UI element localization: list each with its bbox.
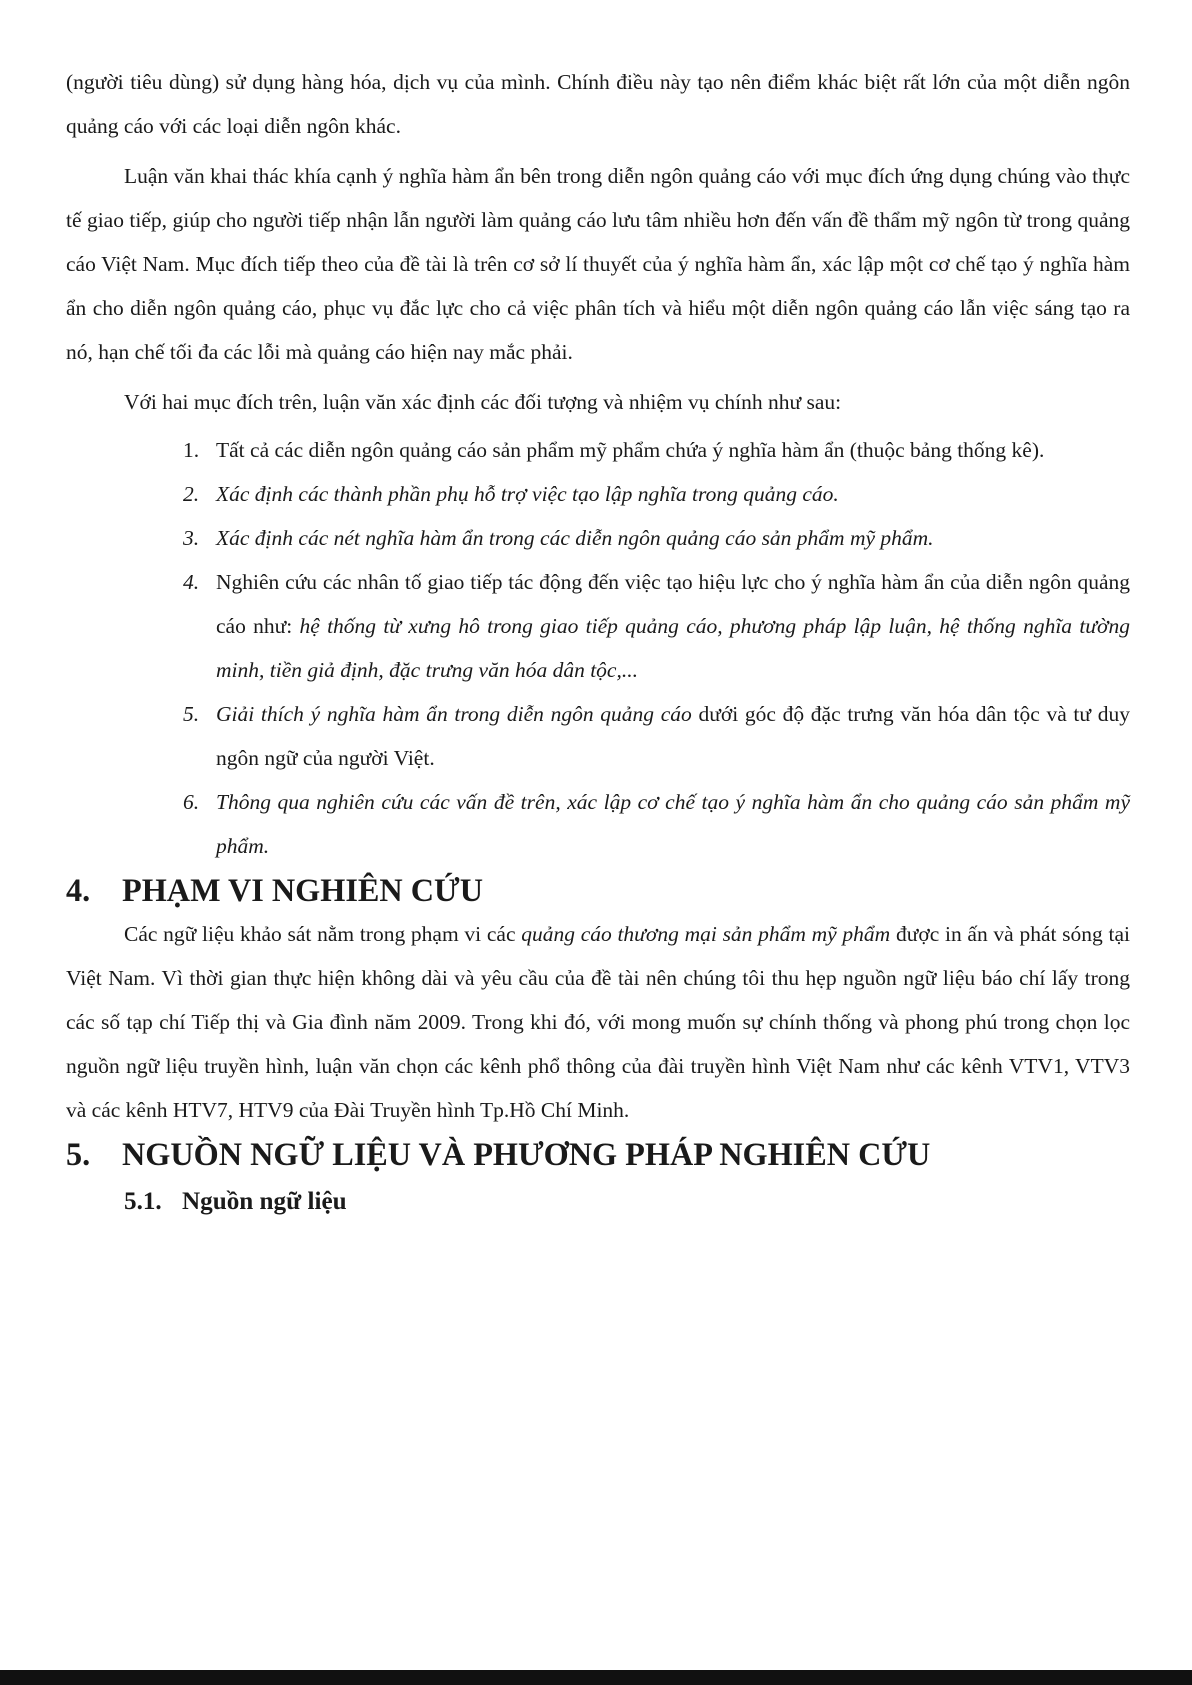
list-item-text-italic: Giải thích ý nghĩa hàm ẩn trong diễn ngôn quảng cáo (216, 702, 692, 726)
list-item (183, 560, 1130, 692)
list-item-number: 5. (183, 702, 200, 726)
list-item-number: 2. (183, 482, 200, 506)
section-4-number: 4. (66, 872, 91, 908)
intro-paragraph: (người tiêu dùng) sử dụng hàng hóa, dịch vụ của mình. Chính điều này tạo nên điểm khác biệt rất lớn của một diễn ngôn quảng cáo với các loại diễn ngôn khác. (66, 70, 1130, 138)
list-item (183, 780, 1130, 868)
list-item-text: Thông qua nghiên cứu các vấn đề trên, xác lập cơ chế tạo ý nghĩa hàm ẩn cho quảng cáo sản phẩm mỹ phẩm. (216, 790, 1130, 858)
section-5-1-title: Nguồn ngữ liệu (182, 1188, 347, 1215)
section-5-1-heading (124, 1180, 1130, 1224)
list-item-number: 1. (183, 438, 200, 462)
section-5-title: NGUỒN NGỮ LIỆU VÀ PHƯƠNG PHÁP NGHIÊN CỨU (122, 1136, 931, 1172)
list-item-text-plain: Nghiên cứu các nhân tố giao tiếp tác động đến việc tạo hiệu lực cho ý nghĩa hàm ẩn của diễn ngôn quảng cáo như: (216, 570, 1130, 638)
list-item (183, 516, 1130, 560)
section-5-number: 5. (66, 1136, 91, 1172)
list-item-text-italic: hệ thống từ xưng hô trong giao tiếp quảng cáo, phương pháp lập luận, hệ thống nghĩa tường minh, tiền giả định, đặc trưng văn hóa dân tộc,... (216, 614, 1130, 682)
section-4-text-after: được in ấn và phát sóng tại Việt Nam. Vì thời gian thực hiện không dài và yêu cầu của đề tài nên chúng tôi thu hẹp nguồn ngữ liệu báo chí lấy trong các số tạp chí Tiếp thị và Gia đình năm 2009. Trong khi đó, với mong muốn sự chính thống và phong phú trong chọn lọc nguồn ngữ liệu truyền hình, luận văn chọn các kênh phổ thông của đài truyền hình Việt Nam như các kênh VTV1, VTV3 và các kênh HTV7, HTV9 của Đài Truyền hình Tp.Hồ Chí Minh. (66, 922, 1131, 1122)
list-item-text-plain: dưới góc độ đặc trưng văn hóa dân tộc và tư duy ngôn ngữ của người Việt. (216, 702, 1130, 770)
list-item-text: Xác định các thành phần phụ hỗ trợ việc tạo lập nghĩa trong quảng cáo. (216, 482, 839, 506)
section-4-paragraph (66, 912, 1130, 1132)
section-4-title: PHẠM VI NGHIÊN CỨU (122, 872, 484, 908)
list-item-number: 4. (183, 570, 200, 594)
scan-bottom-edge (0, 1670, 1192, 1685)
section-5-heading (66, 1132, 1130, 1176)
document-page (66, 60, 1130, 1224)
list-item (183, 472, 1130, 516)
section-4-text-italic: quảng cáo thương mại sản phẩm mỹ phẩm (521, 922, 891, 946)
list-item (183, 428, 1130, 472)
list-item-text: Tất cả các diễn ngôn quảng cáo sản phẩm mỹ phẩm chứa ý nghĩa hàm ẩn (thuộc bảng thống kê). (216, 438, 1045, 462)
purpose-paragraph: Luận văn khai thác khía cạnh ý nghĩa hàm ẩn bên trong diễn ngôn quảng cáo với mục đích ứng dụng chúng vào thực tế giao tiếp, giúp cho người tiếp nhận lẫn người làm quảng cáo lưu tâm nhiều hơn đến vấn đề thẩm mỹ ngôn từ trong quảng cáo Việt Nam. Mục đích tiếp theo của đề tài là trên cơ sở lí thuyết của ý nghĩa hàm ẩn, xác lập một cơ chế tạo ý nghĩa hàm ẩn cho diễn ngôn quảng cáo, phục vụ đắc lực cho cả việc phân tích và hiểu một diễn ngôn quảng cáo lẫn việc sáng tạo ra nó, hạn chế tối đa các lỗi mà quảng cáo hiện nay mắc phải. (66, 164, 1130, 364)
list-item-number: 6. (183, 790, 200, 814)
section-4-heading (66, 868, 1130, 912)
tasks-intro-paragraph: Với hai mục đích trên, luận văn xác định các đối tượng và nhiệm vụ chính như sau: (124, 390, 842, 414)
section-4-text-before: Các ngữ liệu khảo sát nằm trong phạm vi các (124, 922, 522, 946)
list-item-text: Xác định các nét nghĩa hàm ẩn trong các diễn ngôn quảng cáo sản phẩm mỹ phẩm. (216, 526, 934, 550)
tasks-list (66, 428, 1130, 868)
list-item-number: 3. (183, 526, 200, 550)
section-5-1-number: 5.1. (124, 1188, 162, 1215)
list-item (183, 692, 1130, 780)
